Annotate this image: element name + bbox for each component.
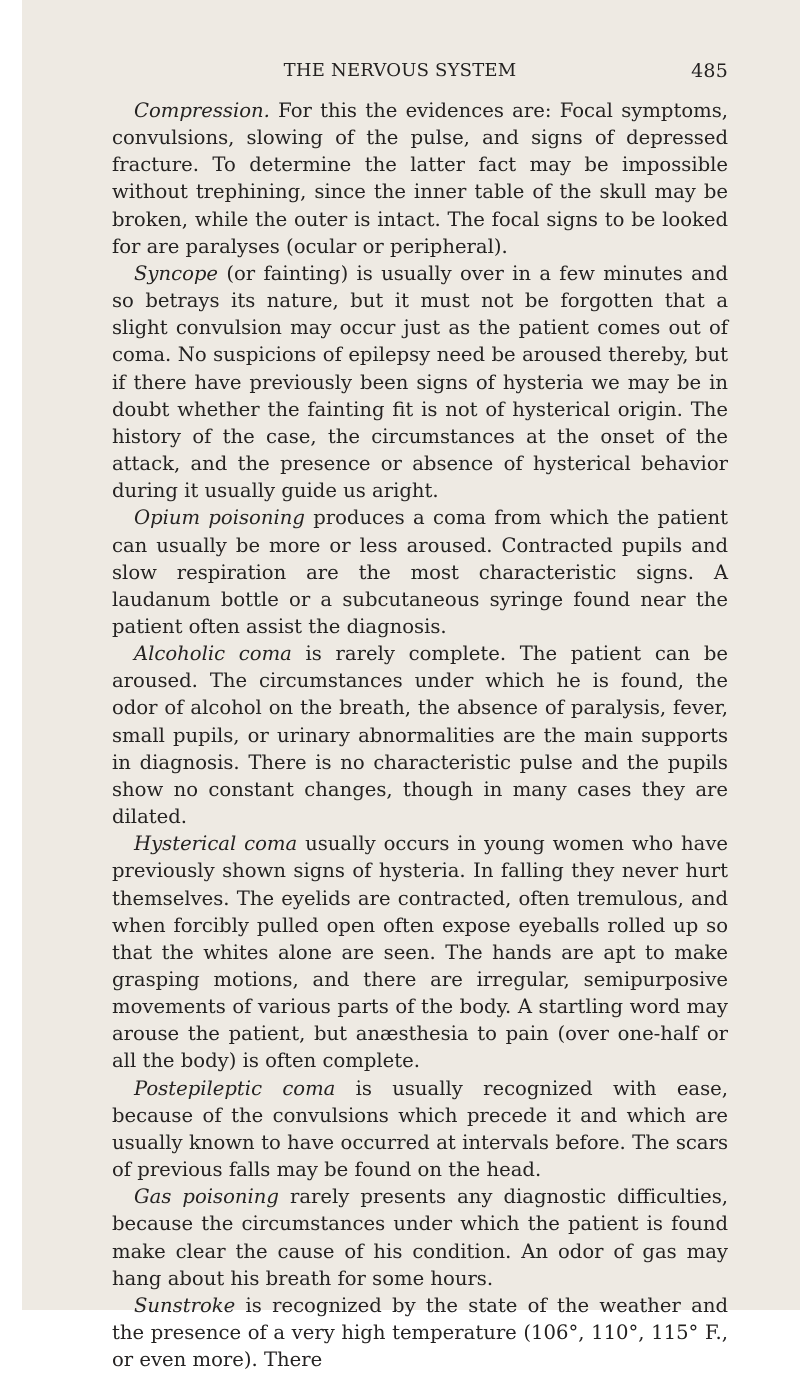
paragraph-compression xyxy=(112,97,728,260)
paragraph-alcoholic-coma xyxy=(112,640,728,830)
paragraph-syncope xyxy=(112,260,728,504)
paragraph-term: Compression. xyxy=(134,99,270,122)
paragraph-term: Gas poisoning xyxy=(134,1185,279,1209)
paragraph-text: produces a coma from which the patient can usually be more or less aroused. Contracted pupils and slow respiration are the most characteristic signs. A laudanum bottle or a subcutaneous syringe found near the patient often assist the diagnosis. xyxy=(112,506,728,638)
paragraph-text: (or fainting) is usually over in a few minutes and so betrays its nature, but it must not be forgotten that a slight convulsion may occur just as the patient comes out of coma. No suspicions of epilepsy need be aroused thereby, but if there have previously been signs of hysteria we may be in doubt whether the fainting fit is not of hysterical origin. The history of the case, the circumstances at the onset of the attack, and the presence or absence of hysterical behavior during it usually guide us aright. xyxy=(112,261,728,503)
paragraph-term: Sunstroke xyxy=(134,1293,236,1317)
paragraph-gas-poisoning xyxy=(112,1183,728,1292)
paragraph-text: is usually recognized with ease, because of the convulsions which precede it and which are usually known to have occurred at intervals before. The scars of previous falls may be found on the head. xyxy=(112,1076,728,1182)
paragraph-hysterical-coma xyxy=(112,830,728,1074)
paragraph-text: For this the evidences are: Focal symptoms, convulsions, slowing of the pulse, and signs of depressed fracture. To determine the latter fact may be impossible without trephining, since the inner table of the skull may be broken, while the outer is intact. The focal signs to be looked for are paralyses (ocular or peripheral). xyxy=(112,99,728,258)
paragraph-text: is recognized by the state of the weather and the presence of a very high temperature (106°, 110°, 115° F., or even more). There xyxy=(112,1293,728,1372)
paragraph-sunstroke xyxy=(112,1292,728,1373)
paragraph-term: Opium poisoning xyxy=(134,506,305,530)
paragraph-term: Postepileptic coma xyxy=(134,1076,336,1100)
paragraph-term: Hysterical coma xyxy=(134,832,298,856)
book-page xyxy=(22,0,800,1372)
page-number: 485 xyxy=(691,60,728,82)
running-title: THE NERVOUS SYSTEM xyxy=(283,60,517,81)
running-header xyxy=(112,60,728,84)
body-text xyxy=(112,97,728,1373)
paragraph-opium-poisoning xyxy=(112,504,728,640)
paragraph-text: rarely presents any diagnostic difficulties, because the circumstances under which the patient is found make clear the cause of his condition. An odor of gas may hang about his breath for some hours. xyxy=(112,1185,729,1290)
paragraph-text: is rarely complete. The patient can be aroused. The circumstances under which he is found, the odor of alcohol on the breath, the absence of paralysis, fever, small pupils, or urinary abnormalities are the main supports in diagnosis. There is no characteristic pulse and the pupils show no constant changes, though in many cases they are dilated. xyxy=(112,642,728,829)
paragraph-term: Syncope xyxy=(134,261,219,285)
paragraph-term: Alcoholic coma xyxy=(134,642,292,666)
paragraph-text: usually occurs in young women who have previously shown signs of hysteria. In falling they never hurt themselves. The eyelids are contracted, often tremulous, and when forcibly pulled open often expose eyeballs rolled up so that the whites alone are seen. The hands are apt to make grasping motions, and there are irregular, semipurposive movements of various parts of the body. A startling word may arouse the patient, but anæsthesia to pain (over one-half or all the body) is often complete. xyxy=(112,832,728,1073)
paragraph-postepileptic-coma xyxy=(112,1075,728,1184)
